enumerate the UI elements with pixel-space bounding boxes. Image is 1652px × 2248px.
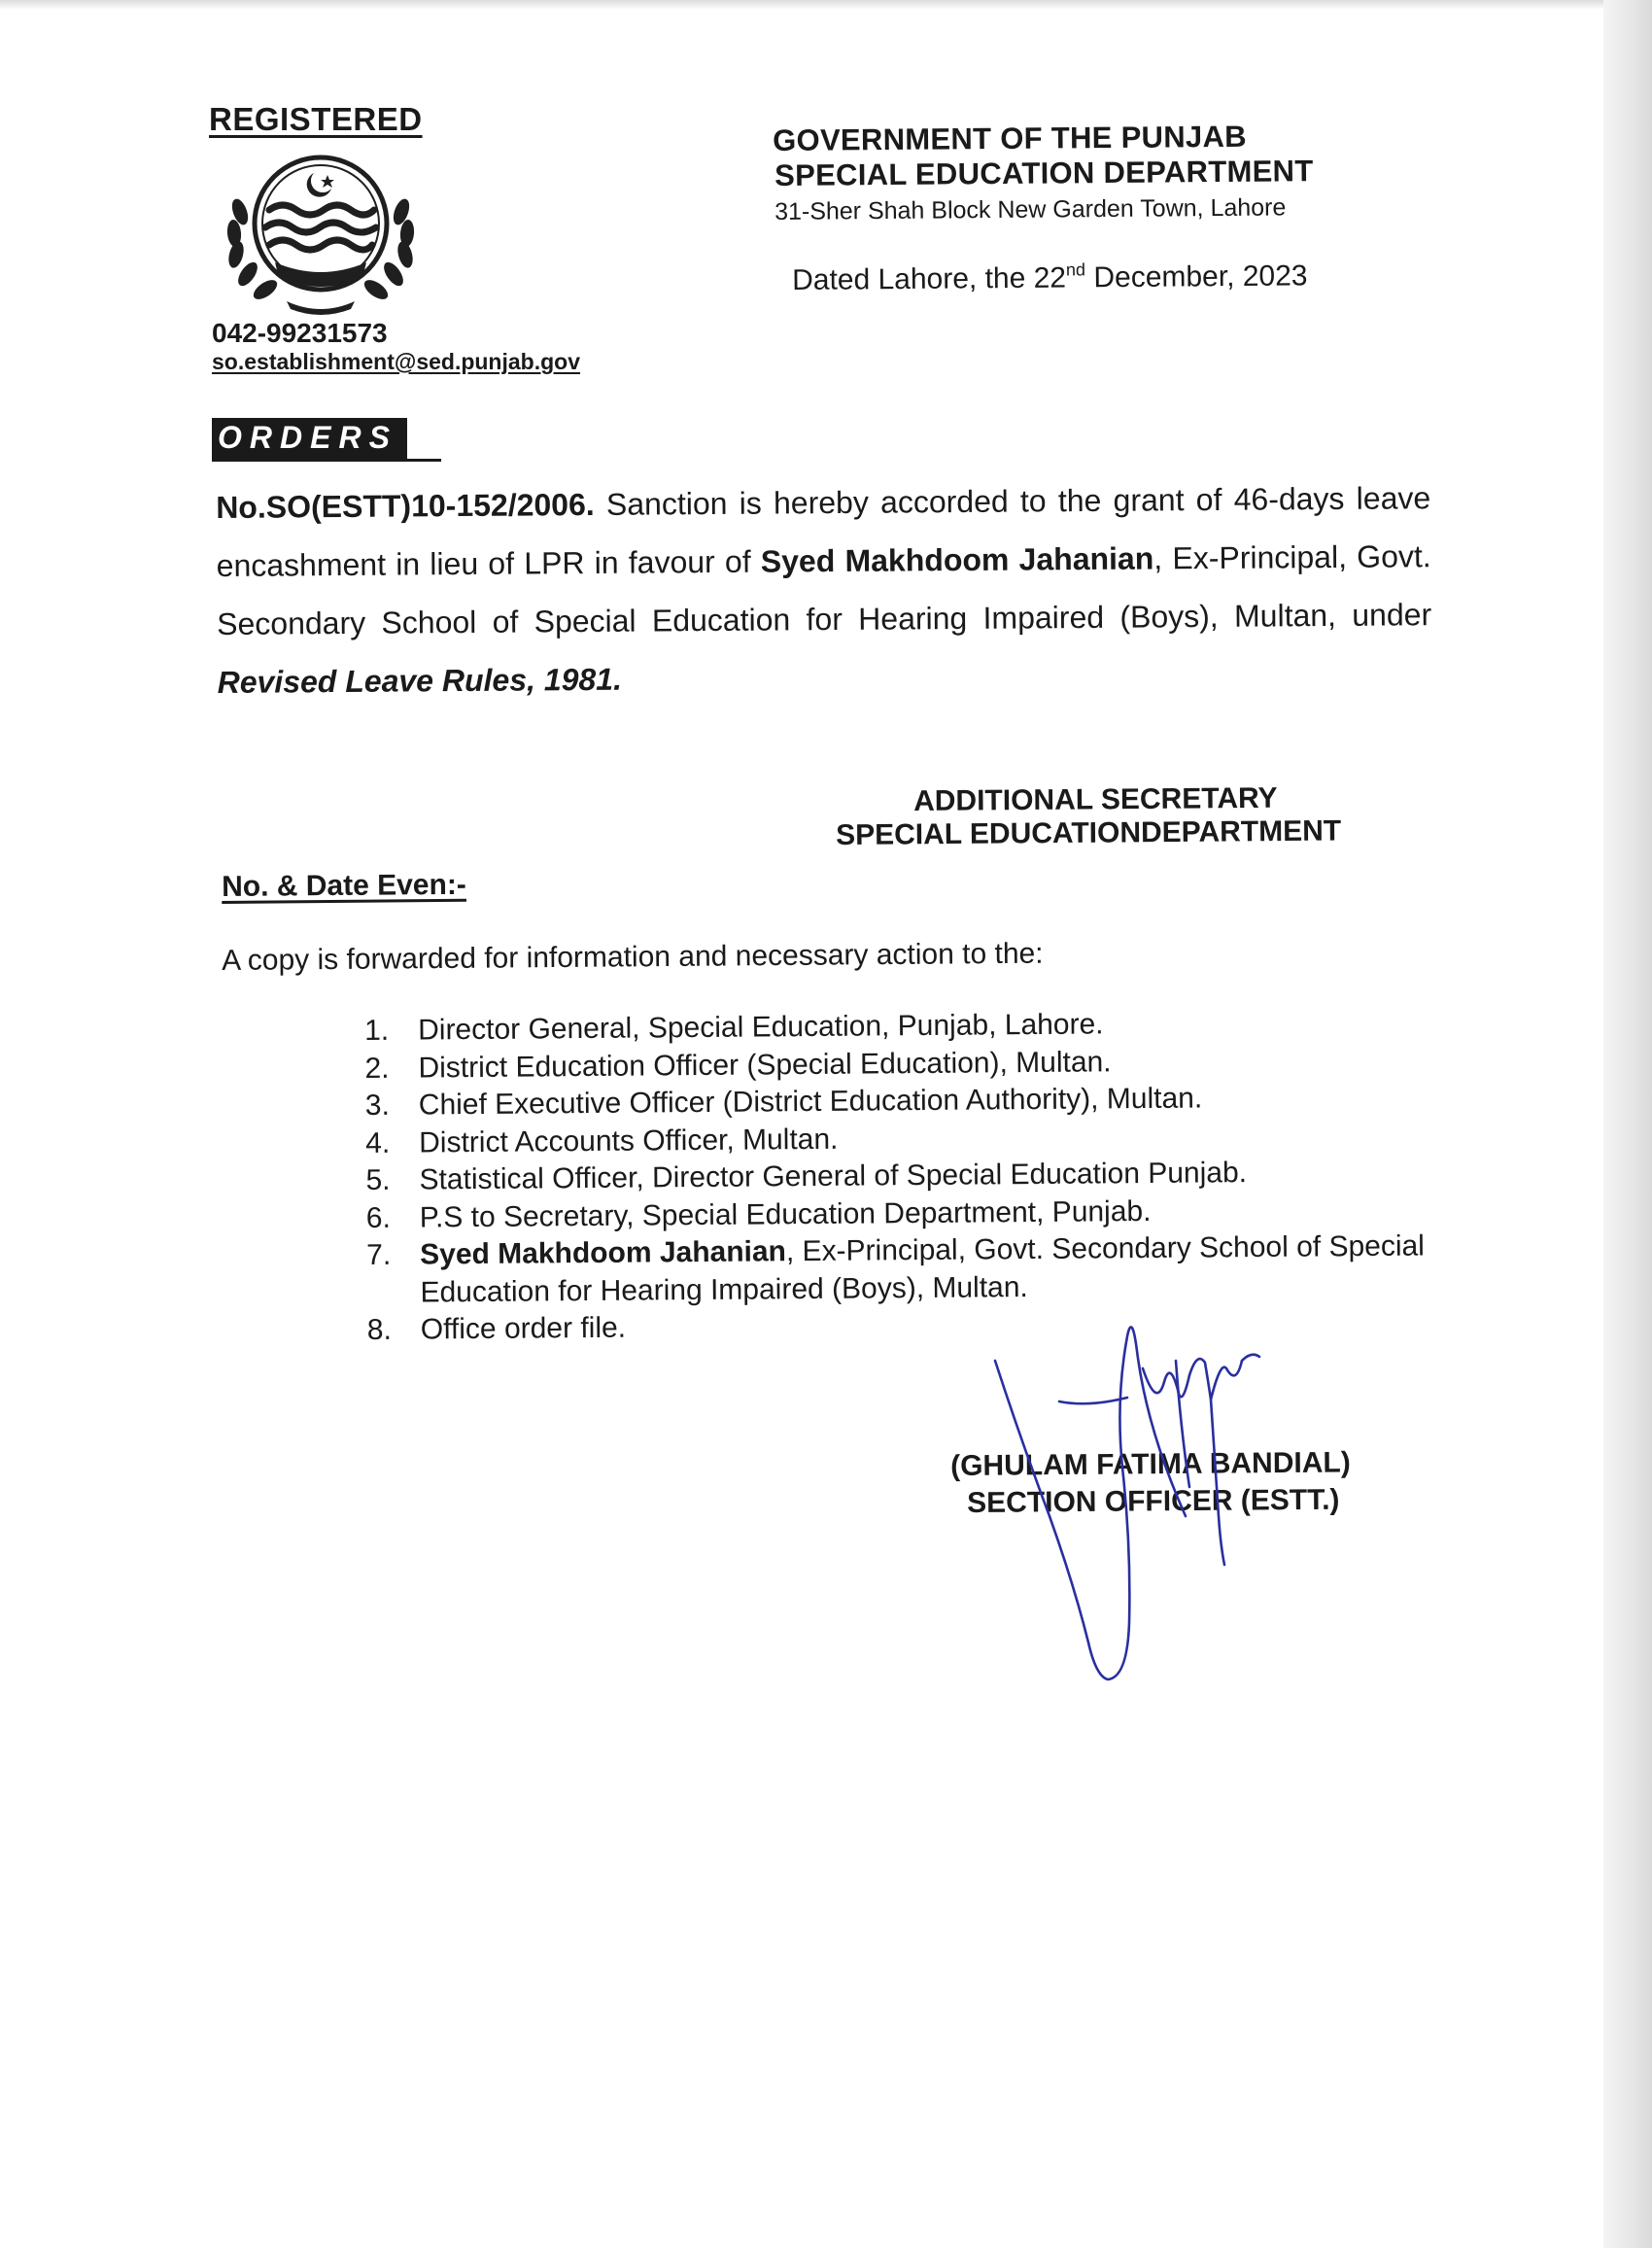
- punjab-emblem-icon: [219, 154, 423, 319]
- registered-label: REGISTERED: [209, 101, 423, 137]
- distribution-item-number: 8.: [366, 1313, 393, 1346]
- distribution-item-number: 3.: [364, 1089, 391, 1122]
- office-email-link[interactable]: so.establishment@sed.punjab.gov: [212, 349, 580, 374]
- scan-speck: [126, 89, 138, 95]
- distribution-item-number: 6.: [365, 1201, 392, 1234]
- distribution-item-number: 4.: [365, 1126, 391, 1159]
- order-text-part-2: , Ex-Principal, Govt. Secondary School of Special Education for Hearing Impaired (Boys), Multan, under: [217, 538, 1432, 641]
- employee-name: Syed Makhdoom Jahanian: [760, 540, 1154, 579]
- scan-edge-top: [0, 0, 1652, 10]
- order-body-paragraph: [216, 468, 1432, 711]
- distribution-item-number: 5.: [365, 1163, 391, 1196]
- order-date-ordinal: nd: [1065, 259, 1086, 280]
- distribution-item-text: P.S to Secretary, Special Education Department, Punjab.: [419, 1194, 1152, 1234]
- government-title: GOVERNMENT OF THE PUNJAB: [773, 119, 1248, 157]
- handwritten-signature: [981, 1293, 1331, 1701]
- signatory-name: (GHULAM FATIMA BANDIAL): [950, 1446, 1351, 1482]
- order-date: [792, 259, 1308, 297]
- distribution-item-text: District Accounts Officer, Multan.: [419, 1123, 839, 1159]
- order-date-rest: December, 2023: [1084, 259, 1308, 294]
- department-address: 31-Sher Shah Block New Garden Town, Lahore: [774, 193, 1287, 225]
- signatory-designation: SECTION OFFICER (ESTT.): [967, 1483, 1340, 1519]
- orders-heading: ORDERS: [212, 418, 407, 459]
- distribution-item-number: 2.: [364, 1052, 390, 1085]
- distribution-item-text: Office order file.: [420, 1311, 627, 1346]
- orders-heading-underline: [212, 459, 441, 462]
- additional-secretary-department: SPECIAL EDUCATIONDEPARTMENT: [836, 814, 1342, 851]
- leave-rules-reference: Revised Leave Rules, 1981.: [217, 661, 623, 700]
- distribution-item-text: District Education Officer (Special Education), Multan.: [418, 1045, 1112, 1085]
- distribution-item-text: Director General, Special Education, Punjab, Lahore.: [418, 1008, 1104, 1047]
- department-title: SPECIAL EDUCATION DEPARTMENT: [774, 154, 1314, 192]
- additional-secretary-title: ADDITIONAL SECRETARY: [913, 781, 1278, 817]
- order-reference-number: No.SO(ESTT)10-152/2006.: [216, 486, 595, 525]
- distribution-item-text: Chief Executive Officer (District Education Authority), Multan.: [418, 1082, 1203, 1122]
- distribution-item-text: Statistical Officer, Director General of Special Education Punjab.: [419, 1157, 1248, 1196]
- order-text-part-1: Sanction is hereby accorded to the grant of 46-days leave encashment in lieu of LPR in favour of: [216, 480, 1431, 583]
- office-phone: 042-99231573: [212, 318, 388, 348]
- distribution-item-recipient-name: Syed Makhdoom Jahanian: [420, 1235, 787, 1271]
- scan-edge-right: [1603, 0, 1652, 2248]
- copy-forwarded-intro: A copy is forwarded for information and necessary action to the:: [222, 937, 1044, 977]
- distribution-item-number: 7.: [366, 1238, 392, 1271]
- distribution-item-number: 1.: [364, 1014, 390, 1047]
- order-date-prefix: Dated Lahore, the 22: [792, 261, 1067, 296]
- no-date-even-heading: No. & Date Even:-: [222, 868, 466, 903]
- distribution-item-text: , Ex-Principal, Govt. Secondary School of Special Education for Hearing Impaired (Boys), Multan.: [420, 1229, 1426, 1309]
